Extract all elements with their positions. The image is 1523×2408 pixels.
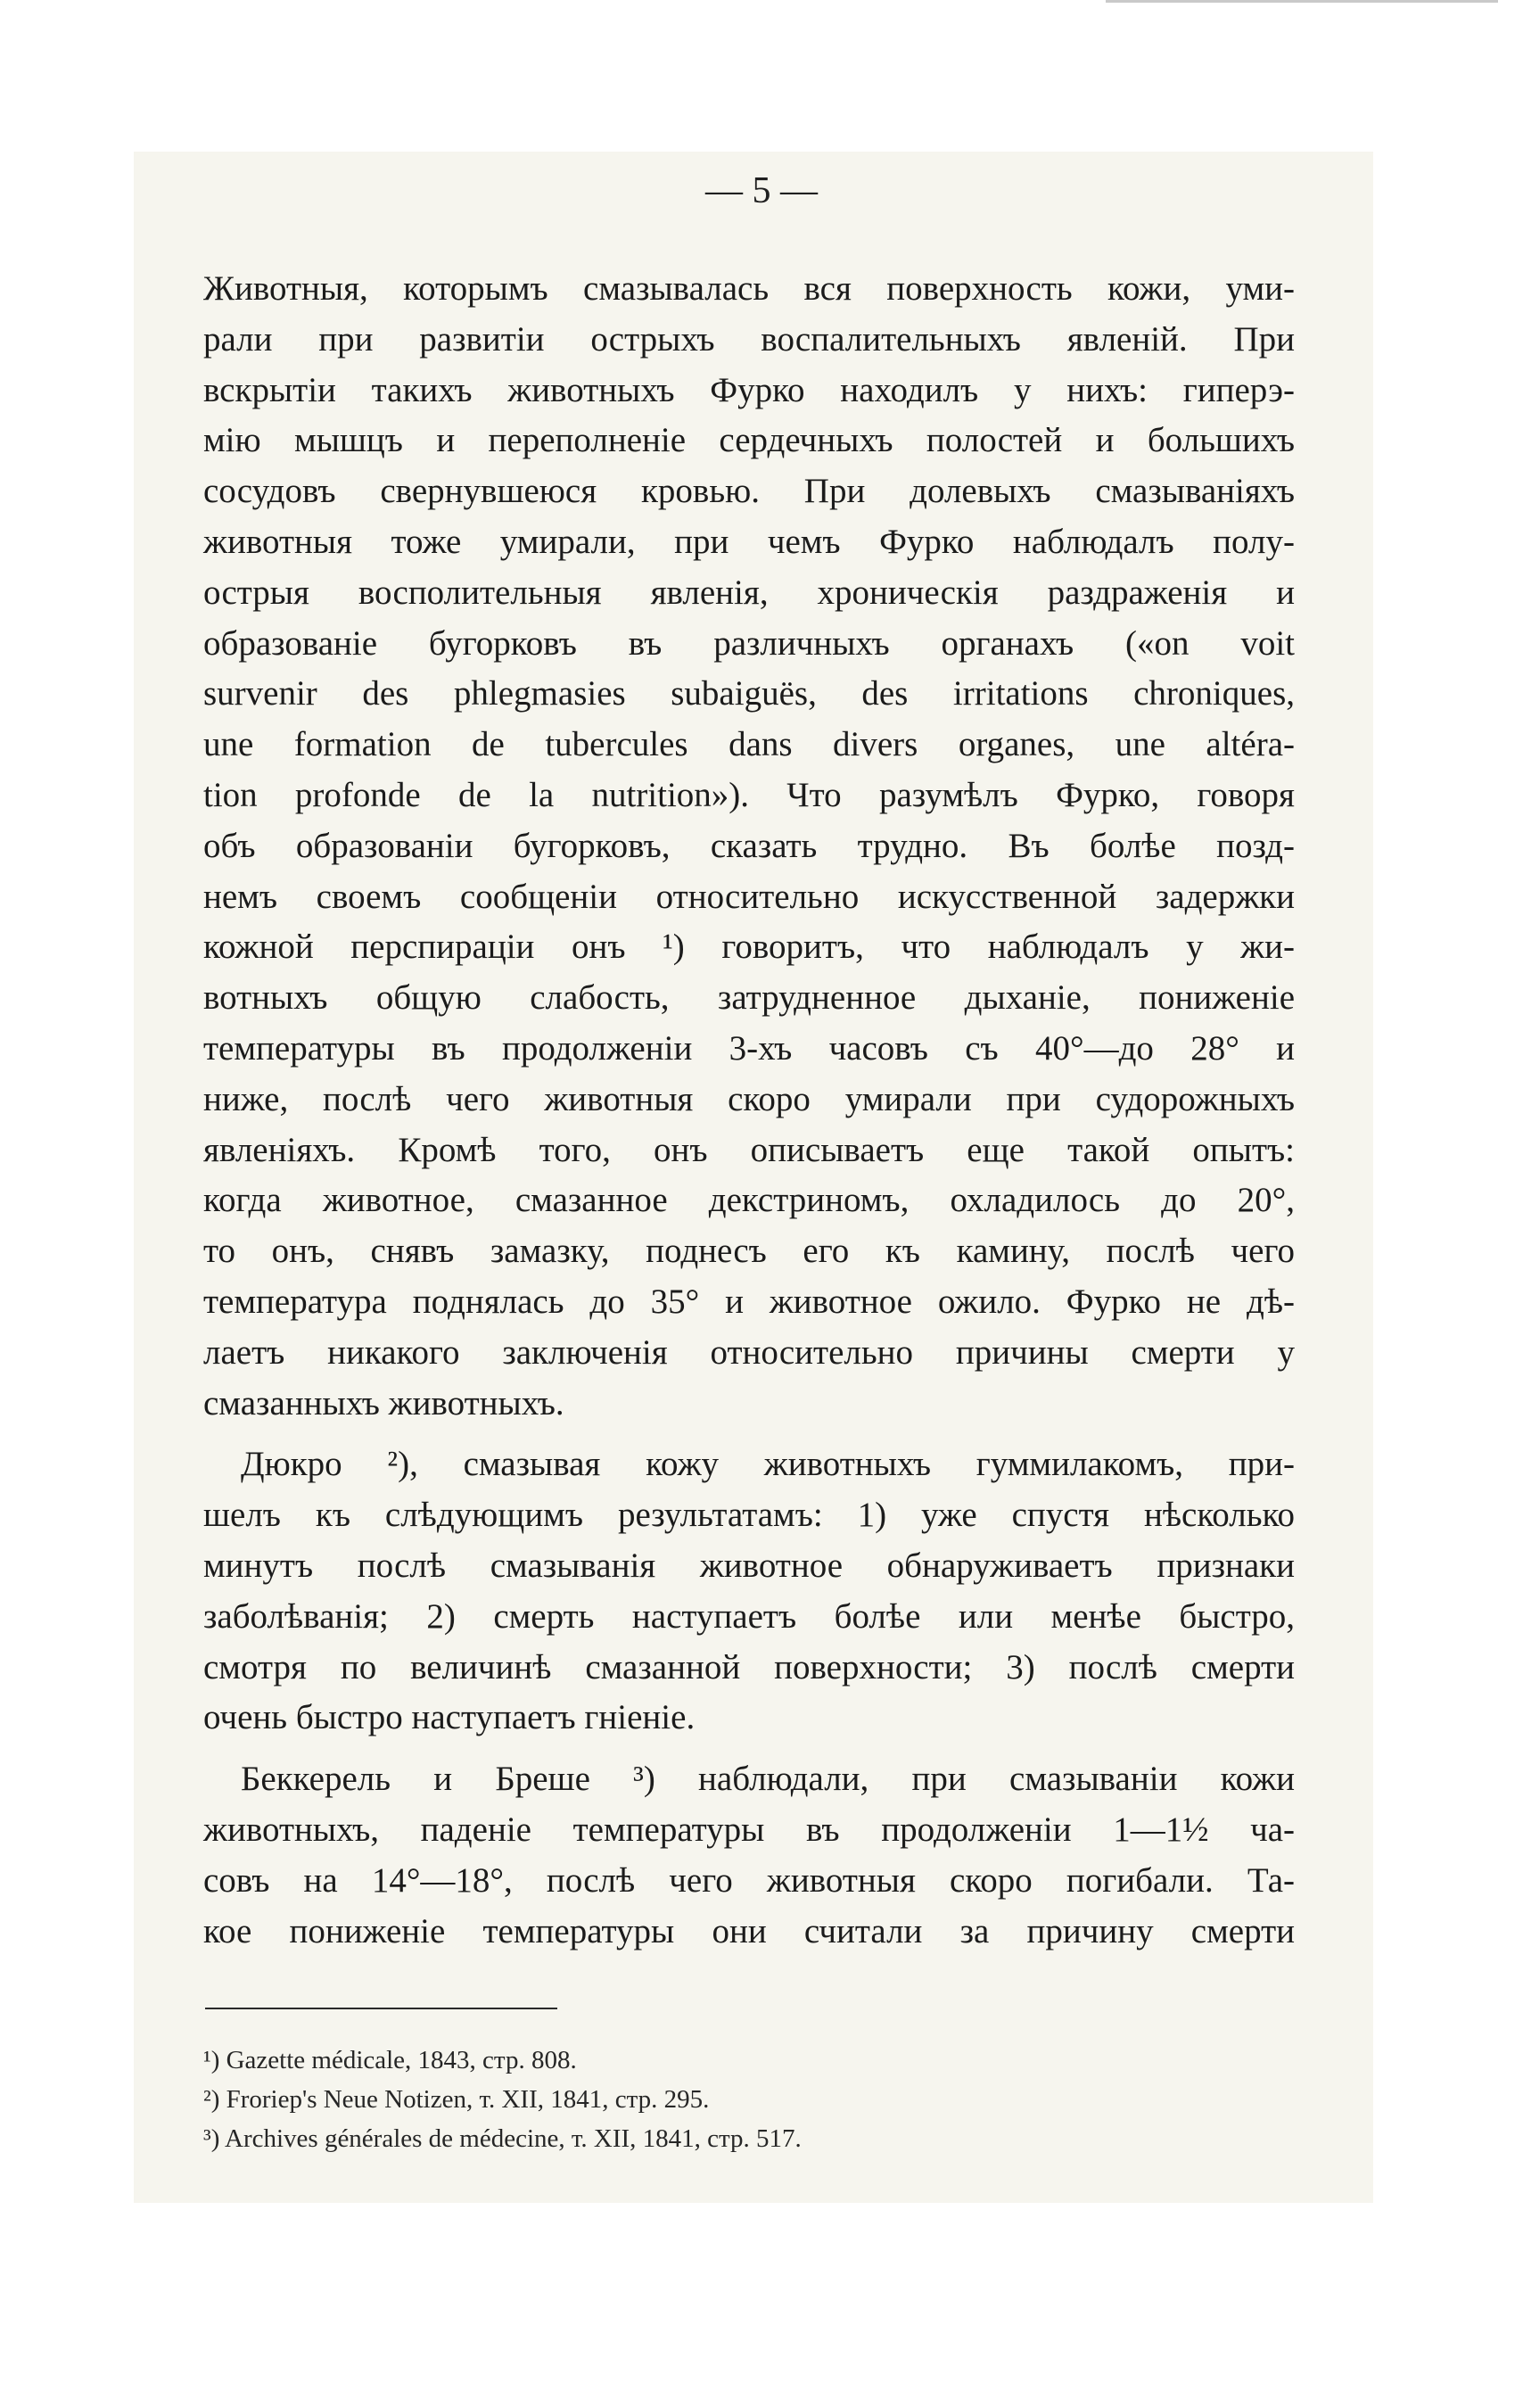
text-line: вотныхъ общую слабость, затрудненное дыханіе, пониженіе <box>203 978 1295 1018</box>
text-line: survenir des phlegmasies subaiguës, des irritations chroniques, <box>203 674 1295 713</box>
text-line: немъ своемъ сообщеніи относительно искусственной задержки <box>203 877 1295 916</box>
text-line: то онъ, снявъ замазку, поднесъ его къ камину, послѣ чего <box>203 1232 1295 1271</box>
text-line: tion profonde de la nutrition»). Что разумѣлъ Фурко, говоря <box>203 775 1295 814</box>
scan-edge-line <box>1106 0 1498 3</box>
text-line: лаетъ никакого заключенія относительно причины смерти у <box>203 1332 1295 1372</box>
text-line: мію мышцъ и переполненіе сердечныхъ полостей и большихъ <box>203 421 1295 460</box>
paragraph-gap <box>203 1744 1295 1754</box>
text-line: кожной перспираціи онъ ¹) говоритъ, что наблюдалъ у жи- <box>203 928 1295 967</box>
text-line: минутъ послѣ смазыванія животное обнаруживаетъ признаки <box>203 1546 1295 1585</box>
text-line: температура поднялась до 35° и животное ожило. Фурко не дѣ- <box>203 1282 1295 1321</box>
text-line: Дюкро ²), смазывая кожу животныхъ гуммилакомъ, при- <box>241 1445 1295 1484</box>
text-line: животныя тоже умирали, при чемъ Фурко наблюдалъ полу- <box>203 522 1295 561</box>
text-line: Животныя, которымъ смазывалась вся поверхность кожи, уми- <box>203 269 1295 308</box>
text-line: ниже, послѣ чего животныя скоро умирали при судорожныхъ <box>203 1079 1295 1118</box>
text-line: сосудовъ свернувшеюся кровью. При долевыхъ смазываніяхъ <box>203 472 1295 511</box>
text-line: совъ на 14°—18°, послѣ чего животныя скоро погибали. Та- <box>203 1860 1295 1900</box>
footnote: ¹) Gazette médicale, 1843, стр. 808. <box>203 2046 577 2074</box>
footnote: ²) Froriep's Neue Notizen, т. XII, 1841, стр. 295. <box>203 2085 710 2114</box>
text-line: рали при развитіи острыхъ воспалительныхъ явленій. При <box>203 319 1295 359</box>
footnote-rule <box>205 2008 557 2009</box>
page-number: — 5 — <box>705 170 818 211</box>
text-line: явленіяхъ. Кромѣ того, онъ описываетъ еще такой опытъ: <box>203 1130 1295 1169</box>
text-line: вскрытіи такихъ животныхъ Фурко находилъ у нихъ: гиперэ- <box>203 370 1295 409</box>
text-line: шелъ къ слѣдующимъ результатамъ: 1) уже спустя нѣсколько <box>203 1496 1295 1535</box>
text-line: объ образованіи бугорковъ, сказать трудно. Въ болѣе позд- <box>203 826 1295 865</box>
text-line: кое пониженіе температуры они считали за причину смерти <box>203 1911 1295 1950</box>
text-line: образованіе бугорковъ въ различныхъ органахъ («on voit <box>203 623 1295 663</box>
text-line: une formation de tubercules dans divers organes, une altéra- <box>203 725 1295 764</box>
footnote: ³) Archives générales de médecine, т. XII, 1841, стр. 517. <box>203 2124 802 2153</box>
paragraph-gap <box>203 1429 1295 1439</box>
footnotes <box>203 2041 1184 2158</box>
text-line: заболѣванія; 2) смерть наступаетъ болѣе или менѣе быстро, <box>203 1596 1295 1636</box>
text-line: острыя восполительныя явленія, хроническія раздраженія и <box>203 573 1295 612</box>
text-line: когда животное, смазанное декстриномъ, охладилось до 20°, <box>203 1181 1295 1220</box>
text-line: очень быстро наступаетъ гніеніе. <box>203 1698 696 1737</box>
text-line: смотря по величинѣ смазанной поверхности; 3) послѣ смерти <box>203 1647 1295 1686</box>
text-line: Беккерель и Бреше ³) наблюдали, при смазываніи кожи <box>241 1760 1295 1799</box>
text-line: смазанныхъ животныхъ. <box>203 1383 564 1423</box>
body-text <box>203 264 1295 1957</box>
text-line: животныхъ, паденіе температуры въ продолженіи 1—1½ ча- <box>203 1810 1295 1849</box>
text-line: температуры въ продолженіи 3-хъ часовъ съ 40°—до 28° и <box>203 1028 1295 1068</box>
